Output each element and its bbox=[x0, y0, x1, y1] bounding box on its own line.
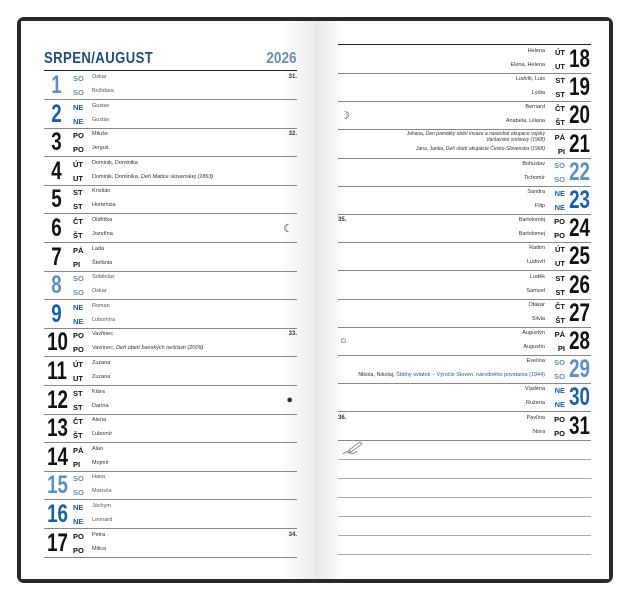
day-row bbox=[44, 529, 297, 558]
weekday-cz: SO bbox=[554, 160, 565, 170]
note-line bbox=[338, 497, 591, 498]
nameday-sk bbox=[358, 372, 545, 378]
nameday-sk bbox=[416, 146, 545, 152]
weekday-cz: SO bbox=[554, 358, 565, 368]
nameday-cz: Luděk bbox=[530, 273, 545, 280]
weekday-cz: ÚT bbox=[73, 360, 83, 369]
nameday-cz: Klára bbox=[92, 388, 105, 395]
weekday-cz: ST bbox=[555, 273, 565, 283]
nameday-sk-names: Filip bbox=[534, 203, 545, 209]
nameday-cz: Oskar bbox=[92, 74, 107, 80]
nameday-sk bbox=[523, 344, 545, 350]
day-number: 28 bbox=[569, 327, 590, 355]
day-row bbox=[338, 214, 591, 243]
day-row bbox=[44, 500, 297, 529]
day-row bbox=[338, 327, 591, 356]
weekday-cz: ČT bbox=[73, 417, 83, 427]
day-row bbox=[44, 185, 297, 214]
nameday-cz: Soběslav bbox=[92, 274, 115, 281]
nameday-cz: Ludvík, Luis bbox=[515, 76, 545, 83]
weekday-sk: SO bbox=[73, 288, 84, 298]
nameday-cz: Radim bbox=[529, 245, 545, 252]
day-number: 21 bbox=[569, 129, 590, 158]
nameday-sk-names: Leonard bbox=[92, 517, 113, 523]
weekday-sk: PI bbox=[557, 146, 565, 156]
nameday-sk bbox=[92, 202, 116, 208]
day-number: 11 bbox=[47, 357, 67, 385]
nameday-sk-names: Hortenzia bbox=[92, 202, 116, 209]
weekday-sk: PO bbox=[554, 231, 565, 241]
day-row bbox=[338, 45, 591, 74]
day-row bbox=[44, 328, 297, 357]
day-row bbox=[338, 383, 591, 412]
nameday-sk bbox=[535, 203, 545, 209]
nameday-sk bbox=[532, 90, 545, 96]
nameday-cz: Jáchym bbox=[92, 503, 111, 509]
weekday-sk: UT bbox=[555, 62, 565, 71]
nameday-sk-names: Jana, Janka, bbox=[416, 145, 445, 152]
day-row bbox=[338, 271, 591, 300]
nameday-sk bbox=[92, 260, 112, 266]
day-row bbox=[44, 443, 297, 472]
nameday-sk-names: Darína bbox=[92, 402, 109, 409]
day-number: 8 bbox=[51, 271, 62, 300]
nameday-sk-names: Tichomír bbox=[523, 174, 545, 181]
nameday-sk-names: Božidara bbox=[92, 88, 114, 94]
day-number: 2 bbox=[51, 99, 62, 128]
nameday-cz: Bartoloměj bbox=[518, 217, 545, 224]
day-number: 18 bbox=[569, 45, 590, 73]
day-number: 16 bbox=[47, 500, 68, 528]
weekday-cz: PO bbox=[73, 131, 84, 141]
day-row bbox=[44, 271, 297, 300]
nameday-sk bbox=[526, 400, 545, 406]
day-number: 26 bbox=[569, 270, 590, 299]
day-row bbox=[44, 71, 297, 100]
weekday-sk: NE bbox=[73, 316, 84, 326]
day-number: 13 bbox=[47, 414, 68, 443]
nameday-cz: Augustýn bbox=[522, 330, 545, 336]
day-number: 3 bbox=[51, 128, 62, 157]
nameday-sk bbox=[92, 546, 106, 552]
nameday-cz: Gustav bbox=[92, 102, 110, 109]
nameday-cz: Helena bbox=[527, 48, 545, 54]
right-page bbox=[315, 21, 609, 579]
nameday-sk bbox=[92, 231, 113, 237]
nameday-sk-names: Jozefína bbox=[92, 231, 113, 237]
planner-spread bbox=[17, 17, 613, 583]
weekday-sk: SO bbox=[73, 88, 84, 97]
nameday-cz: Alan bbox=[92, 445, 104, 452]
day-row bbox=[338, 158, 591, 187]
nameday-sk-names: Vavrinec, bbox=[92, 345, 115, 352]
week-number: 35. bbox=[338, 217, 347, 224]
nameday-sk bbox=[92, 431, 112, 437]
weekday-cz: NE bbox=[554, 386, 565, 396]
day-number: 19 bbox=[569, 73, 590, 102]
day-number: 15 bbox=[47, 471, 68, 500]
weekday-cz: ÚT bbox=[73, 159, 83, 169]
day-row bbox=[44, 100, 297, 129]
day-row bbox=[338, 186, 591, 215]
day-row bbox=[44, 157, 297, 186]
weekday-sk: PO bbox=[73, 145, 84, 155]
moon-phase-icon: ● bbox=[286, 393, 293, 406]
nameday-cz: Vladěna bbox=[524, 386, 545, 393]
day-row bbox=[44, 128, 297, 157]
nameday-cz: Bernard bbox=[525, 104, 545, 111]
day-number: 14 bbox=[47, 442, 68, 471]
nameday-sk bbox=[92, 460, 109, 466]
moon-phase-icon: ☾ bbox=[283, 223, 293, 235]
weekday-cz: NE bbox=[554, 189, 565, 198]
day-row bbox=[338, 299, 591, 328]
weekday-sk: SO bbox=[73, 488, 84, 498]
nameday-sk-names: Augustín bbox=[523, 344, 545, 350]
weekday-sk: NE bbox=[73, 116, 84, 126]
weekday-cz: ÚT bbox=[555, 48, 565, 57]
day-row bbox=[44, 471, 297, 500]
weekday-cz: ČT bbox=[555, 301, 565, 311]
nameday-sk bbox=[527, 259, 545, 265]
commemoration-note: Den památky obětí invaze a následné okupace vojsky bbox=[424, 130, 545, 137]
weekday-sk: ST bbox=[73, 402, 83, 412]
nameday-cz: Otakar bbox=[528, 301, 545, 308]
commemoration-note: Deň obetí banských nešťastí (2009) bbox=[114, 345, 204, 352]
weekday-cz: PO bbox=[73, 331, 84, 341]
nameday-sk-names: Ľubomíra bbox=[92, 316, 116, 323]
weekday-cz: ST bbox=[73, 188, 83, 198]
nameday-sk bbox=[92, 403, 109, 409]
week-number: 32. bbox=[288, 131, 297, 138]
nameday-cz: Petra bbox=[92, 531, 106, 538]
nameday-cz: Pavlína bbox=[526, 414, 545, 421]
note-line bbox=[338, 516, 591, 517]
day-number: 23 bbox=[569, 186, 590, 214]
weekday-cz: PO bbox=[554, 414, 565, 424]
weekday-cz: ST bbox=[555, 76, 565, 86]
nameday-sk-names: Dominik, Dominika, bbox=[92, 173, 140, 180]
day-row bbox=[44, 357, 297, 386]
year-title: 2026 bbox=[266, 50, 297, 67]
nameday-cz: Kristián bbox=[92, 188, 111, 195]
note-line bbox=[338, 535, 591, 536]
day-row bbox=[338, 355, 591, 384]
weekday-cz: NE bbox=[73, 302, 84, 312]
moon-phase-icon: ☽ bbox=[340, 110, 350, 123]
nameday-sk bbox=[92, 288, 107, 294]
weekday-sk: PI bbox=[73, 259, 81, 269]
nameday-cz: Alena bbox=[92, 417, 107, 424]
weekday-cz: PO bbox=[73, 531, 84, 541]
week-number: 34. bbox=[288, 531, 297, 538]
weekday-cz: PÁ bbox=[73, 445, 84, 455]
nameday-sk-names: Nora bbox=[533, 428, 545, 435]
nameday-sk-names: Milica bbox=[92, 545, 107, 552]
nameday-sk-names: Silvia bbox=[531, 315, 545, 322]
nameday-cz: Bohuslav bbox=[522, 160, 545, 167]
weekday-cz: ST bbox=[73, 388, 83, 398]
weekday-cz: NE bbox=[73, 503, 84, 512]
nameday-cz: Miluše bbox=[92, 131, 108, 138]
weekday-sk: PO bbox=[554, 428, 565, 438]
weekday-cz: PÁ bbox=[554, 132, 565, 142]
day-number: 25 bbox=[569, 242, 590, 271]
nameday-cz: Lada bbox=[92, 245, 105, 252]
weekday-sk: NE bbox=[554, 203, 565, 212]
nameday-sk-names: Lýdia bbox=[531, 90, 545, 97]
day-number: 1 bbox=[51, 71, 62, 99]
nameday-sk bbox=[510, 62, 545, 68]
nameday-cz: Roman bbox=[92, 302, 110, 309]
nameday-sk-names: Štefánia bbox=[92, 259, 113, 266]
day-row bbox=[338, 73, 591, 102]
weekday-sk: ST bbox=[555, 287, 565, 297]
left-page bbox=[21, 21, 315, 579]
nameday-sk bbox=[92, 145, 109, 151]
day-number: 10 bbox=[47, 328, 68, 357]
weekday-sk: UT bbox=[555, 259, 565, 269]
nameday-sk-names: Ludovít bbox=[526, 259, 545, 266]
day-number: 5 bbox=[51, 185, 62, 214]
nameday-sk bbox=[524, 175, 545, 181]
day-row bbox=[338, 412, 591, 441]
weekday-sk: ST bbox=[555, 90, 565, 100]
week-number: 33. bbox=[288, 331, 297, 338]
day-row bbox=[338, 130, 591, 159]
day-number: 30 bbox=[569, 383, 590, 412]
day-number: 20 bbox=[569, 101, 590, 130]
nameday-sk bbox=[532, 316, 545, 322]
nameday-sk bbox=[533, 429, 545, 435]
day-number: 31 bbox=[569, 411, 590, 440]
nameday-cz: Sandra bbox=[527, 189, 545, 195]
nameday-sk bbox=[526, 288, 545, 294]
weekday-cz: SO bbox=[73, 274, 84, 284]
weekday-sk: ŠT bbox=[555, 315, 565, 325]
day-number: 24 bbox=[569, 214, 590, 243]
state-holiday-note: Štátny sviatok – Výročie Sloven. národného povstania (1944) bbox=[394, 372, 545, 379]
day-row bbox=[338, 101, 591, 130]
day-number: 7 bbox=[51, 242, 62, 271]
weekday-cz: PO bbox=[554, 217, 565, 227]
nameday-cz: Evelína bbox=[526, 358, 545, 365]
weekday-sk: NE bbox=[73, 517, 84, 526]
nameday-sk-names: Bartolomej bbox=[518, 231, 545, 238]
commemoration-note: Deň obetí okupácie Česko-Slovenska (1968) bbox=[444, 145, 545, 152]
nameday-cz: Vavřinec bbox=[92, 331, 113, 338]
nameday-sk-names: Mojmír bbox=[92, 459, 109, 466]
nameday-cz: Oldřiška bbox=[92, 217, 113, 223]
nameday-sk-names: Ružena bbox=[526, 400, 545, 407]
day-number: 29 bbox=[569, 355, 590, 384]
nameday-cz: Dominik, Dominika bbox=[92, 159, 138, 166]
weekday-sk: NE bbox=[554, 400, 565, 410]
nameday-sk bbox=[92, 88, 114, 94]
nameday-sk-names: Elena, Helena bbox=[510, 62, 545, 68]
weekday-sk: ŠT bbox=[73, 231, 83, 240]
week-number: 31. bbox=[288, 74, 297, 80]
day-number: 9 bbox=[51, 299, 62, 328]
week-number: 36. bbox=[338, 414, 347, 421]
nameday-sk-names: Ľubomír bbox=[92, 431, 113, 438]
weekday-sk: UT bbox=[73, 173, 83, 183]
weekday-sk: PI bbox=[73, 459, 81, 469]
weekday-sk: PO bbox=[73, 345, 84, 355]
day-number: 12 bbox=[47, 385, 68, 414]
weekday-cz: ČT bbox=[73, 217, 83, 226]
weekday-sk: UT bbox=[73, 374, 83, 383]
day-row bbox=[44, 386, 297, 415]
weekday-sk: PO bbox=[73, 545, 84, 555]
weekday-sk: SO bbox=[554, 372, 565, 382]
nameday-sk-names: Zuzana bbox=[92, 374, 111, 380]
weekday-sk: PI bbox=[557, 344, 565, 353]
weekday-sk: ST bbox=[73, 202, 83, 212]
weekday-cz: ÚT bbox=[555, 245, 565, 255]
day-number: 22 bbox=[569, 157, 590, 186]
moon-phase-icon: ○ bbox=[340, 335, 347, 347]
weekday-sk: ŠT bbox=[73, 431, 83, 441]
nameday-sk bbox=[92, 374, 110, 380]
day-row bbox=[44, 243, 297, 272]
nameday-sk-names: Jerguš bbox=[92, 145, 109, 152]
day-row bbox=[44, 414, 297, 443]
weekday-cz: SO bbox=[73, 74, 84, 83]
day-row bbox=[338, 242, 591, 271]
weekday-cz: SO bbox=[73, 474, 84, 484]
nameday-sk bbox=[92, 317, 115, 323]
weekday-sk: SO bbox=[554, 174, 565, 184]
nameday-cz-names: Johana, bbox=[406, 130, 425, 137]
note-line bbox=[338, 459, 591, 460]
nameday-sk bbox=[92, 345, 203, 351]
note-line bbox=[338, 554, 591, 555]
day-number: 17 bbox=[47, 528, 68, 557]
commemoration-note-cont bbox=[486, 137, 545, 143]
day-number: 6 bbox=[51, 214, 62, 242]
nameday-sk-names: Anabela, Liliana bbox=[505, 118, 545, 125]
nameday-sk bbox=[92, 174, 213, 180]
pen-writing-icon bbox=[341, 440, 363, 456]
nameday-cz: Zuzana bbox=[92, 360, 111, 366]
nameday-sk bbox=[519, 231, 545, 237]
nameday-cz: Hana bbox=[92, 474, 106, 481]
day-row bbox=[44, 214, 297, 243]
day-row bbox=[44, 300, 297, 329]
weekday-cz: PÁ bbox=[554, 330, 565, 339]
commemoration-note-line2: Varšavské smlouvy (1968) bbox=[486, 136, 545, 143]
nameday-sk-names: Gustáv bbox=[92, 116, 110, 123]
nameday-sk-names: Nikola, Nikolaj, bbox=[358, 372, 395, 379]
commemoration-note: Deň Matice slovenskej (1863) bbox=[139, 173, 214, 180]
nameday-sk bbox=[92, 117, 109, 123]
month-title: SRPEN/AUGUST bbox=[44, 50, 154, 67]
nameday-sk bbox=[92, 488, 112, 494]
nameday-sk bbox=[506, 118, 545, 124]
note-line bbox=[338, 478, 591, 479]
day-number: 27 bbox=[569, 298, 590, 327]
nameday-sk-names: Oskar bbox=[92, 288, 107, 295]
nameday-sk bbox=[92, 517, 112, 523]
weekday-cz: ČT bbox=[555, 104, 565, 114]
nameday-sk-names: Samuel bbox=[526, 287, 545, 294]
weekday-sk: ŠT bbox=[555, 118, 565, 128]
weekday-cz: NE bbox=[73, 102, 84, 112]
nameday-sk-names: Marcela bbox=[92, 488, 112, 495]
weekday-cz: PÁ bbox=[73, 245, 84, 255]
day-number: 4 bbox=[51, 156, 62, 185]
